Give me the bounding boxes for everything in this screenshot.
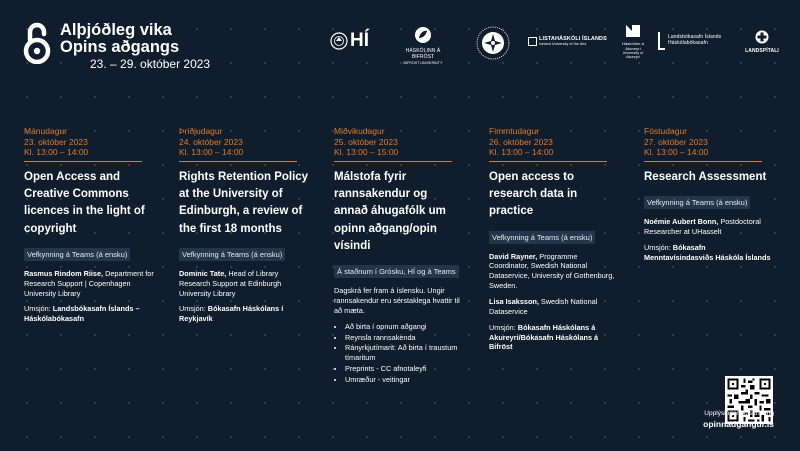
bifrost-logo bbox=[398, 26, 448, 65]
event-intro: Dagskrá fer fram á íslensku. Ungir rannsakendur eru sérstaklega hvattir til að mæta. bbox=[334, 286, 460, 315]
host-label: Umsjón: bbox=[24, 304, 51, 314]
day-divider bbox=[24, 161, 142, 162]
bifrost-logo-text: HÁSKÓLINN Á BIFRÖST bbox=[405, 48, 441, 60]
agenda-item: • Preprints - CC afnotaleyfi bbox=[345, 364, 464, 374]
host-name: Landsbókasafn Íslands – Háskólabókasafn bbox=[24, 304, 140, 324]
lbs-logo-subtext: Háskólabókasafn bbox=[668, 40, 708, 46]
ha-logo bbox=[620, 24, 646, 59]
day-column-friday bbox=[644, 126, 774, 269]
day-time: Kl. 13:00 – 14:00 bbox=[644, 147, 709, 158]
open-access-lock-icon bbox=[22, 22, 52, 64]
day-time: Kl. 13:00 – 14:00 bbox=[24, 147, 89, 158]
day-name: Fimmtudagur bbox=[489, 126, 540, 136]
speaker bbox=[24, 269, 154, 299]
speaker bbox=[179, 269, 309, 299]
lhi-square-icon bbox=[528, 37, 537, 46]
day-date: 23. október 2023 bbox=[24, 136, 88, 147]
day-column-thursday bbox=[489, 126, 619, 358]
speaker-name: Rasmus Rindom Riise, bbox=[24, 268, 104, 278]
agenda-item: • Rányrkjutímarit: Að birta í traustum tímaritum bbox=[345, 343, 464, 363]
host bbox=[644, 243, 774, 263]
host-name: Bókasafn Háskólans í Reykjavík bbox=[179, 304, 284, 324]
speaker-role: Head of Library Research Support at Edinburgh University Library bbox=[179, 268, 282, 298]
host bbox=[489, 323, 619, 353]
day-time: Kl. 13:00 – 14:00 bbox=[489, 147, 554, 158]
event-title: Open access to research data in practice bbox=[489, 170, 578, 218]
hi-logo-text: HÍ bbox=[350, 30, 369, 51]
day-column-tuesday bbox=[179, 126, 309, 330]
lsh-logo-text: LANDSPÍTALI bbox=[745, 48, 779, 54]
event-format-tag: Vefkynning á Teams (á ensku) bbox=[644, 196, 750, 209]
event-title: Málstofa fyrir rannsakendur og annað áhugafólk um opinn aðgang/opin vísindi bbox=[334, 170, 446, 252]
speaker-name: Noémie Aubert Bonn, bbox=[644, 217, 719, 227]
speaker-role: Swedish National Dataservice bbox=[489, 297, 598, 316]
speaker-role: Department for Research Support | Copenhagen University Library bbox=[24, 268, 154, 298]
speaker-name: David Rayner, bbox=[489, 251, 538, 261]
partner-logos bbox=[330, 26, 780, 65]
day-divider bbox=[179, 161, 297, 162]
lsh-cross-icon bbox=[755, 30, 769, 44]
agenda-item: • Reynsla rannsakenda bbox=[345, 333, 464, 343]
footer-info-label: Upplýsingar og skráning bbox=[704, 410, 774, 417]
agenda-item: • Að birta í opnum aðgangi bbox=[345, 322, 464, 332]
day-time: Kl. 13:00 – 15:00 bbox=[334, 147, 399, 158]
event-title: Open Access and Creative Commons licences in the light of copyright bbox=[24, 170, 145, 235]
day-divider bbox=[644, 161, 762, 162]
speaker-name: Dominic Tate, bbox=[179, 268, 227, 278]
day-name: Föstudagur bbox=[644, 126, 687, 136]
bifrost-leaf-icon bbox=[414, 26, 432, 44]
event-title: Rights Retention Policy at the University of Edinburgh, a review of the first 18 months bbox=[179, 170, 309, 235]
speaker-role: Programme Coordinator, Swedish National Dataservice, University of Gothenburg, Sweden. bbox=[489, 251, 615, 291]
lhi-logo bbox=[528, 36, 607, 46]
host-label: Umsjón: bbox=[644, 242, 671, 252]
lhi-logo-subtext: Iceland University of the Arts bbox=[539, 42, 587, 47]
host bbox=[179, 304, 309, 324]
day-divider bbox=[489, 161, 607, 162]
host bbox=[24, 304, 154, 324]
lsh-logo bbox=[744, 30, 780, 55]
host-name: Bókasafn Menntavísindasviðs Háskóla Íslands bbox=[644, 242, 771, 262]
speaker bbox=[489, 297, 619, 317]
day-time: Kl. 13:00 – 14:00 bbox=[179, 147, 244, 158]
brand-title-line1: Alþjóðleg vika bbox=[60, 21, 172, 39]
brand-dates: 23. – 29. október 2023 bbox=[90, 57, 211, 71]
day-name: Mánudagur bbox=[24, 126, 68, 136]
day-date: 27. október 2023 bbox=[644, 136, 708, 147]
brand bbox=[22, 22, 210, 70]
hr-star-icon bbox=[476, 26, 510, 60]
day-divider bbox=[334, 161, 452, 162]
speaker-role: Postdoctoral Researcher at UHasselt bbox=[644, 217, 761, 236]
speaker bbox=[489, 252, 619, 291]
brand-title-line2: Opins aðgangs bbox=[60, 37, 180, 56]
agenda-item: • Umræður - veitingar bbox=[345, 375, 464, 385]
event-format-tag: Vefkynning á Teams (á ensku) bbox=[489, 231, 595, 244]
bifrost-logo-subtext: BIFROST UNIVERSITY bbox=[403, 60, 443, 65]
ha-logo-text: Háskólinn á Akureyri bbox=[621, 41, 644, 51]
footer-url-link[interactable]: opinnadgangur.is bbox=[703, 419, 774, 429]
day-column-monday bbox=[24, 126, 154, 330]
hr-logo bbox=[476, 26, 510, 65]
lbs-bar-icon bbox=[658, 32, 665, 50]
day-date: 26. október 2023 bbox=[489, 136, 553, 147]
speaker bbox=[644, 217, 774, 237]
day-name: Miðvikudagur bbox=[334, 126, 385, 136]
event-format-tag: Vefkynning á Teams (á ensku) bbox=[179, 248, 285, 261]
host-label: Umsjón: bbox=[489, 322, 516, 332]
event-title: Research Assessment bbox=[644, 170, 767, 183]
hi-logo bbox=[330, 30, 369, 52]
day-name: Þriðjudagur bbox=[179, 126, 223, 136]
hi-seal-icon bbox=[330, 32, 348, 50]
day-date: 25. október 2023 bbox=[334, 136, 398, 147]
event-format-tag: Á staðnum í Grósku, HÍ og á Teams bbox=[334, 265, 459, 278]
speaker-name: Lisa Isaksson, bbox=[489, 297, 539, 306]
host-name: Bókasafn Háskólans á Akureyri/Bókasafn Háskólans á Bifröst bbox=[489, 322, 599, 352]
footer bbox=[703, 410, 774, 429]
lbs-logo bbox=[658, 32, 721, 50]
host-label: Umsjón: bbox=[179, 304, 206, 314]
event-format-tag: Vefkynning á Teams (á ensku) bbox=[24, 248, 130, 261]
ha-logo-subtext: University of Akureyri bbox=[622, 51, 644, 60]
agenda-list bbox=[334, 322, 464, 385]
lbs-logo-text: Landsbókasafn Íslands bbox=[668, 34, 722, 41]
lhi-logo-text: LISTAHÁSKÓLI ÍSLANDS bbox=[539, 36, 607, 42]
ha-mark-icon bbox=[626, 25, 640, 37]
day-column-wednesday bbox=[334, 126, 464, 386]
day-date: 24. október 2023 bbox=[179, 136, 243, 147]
